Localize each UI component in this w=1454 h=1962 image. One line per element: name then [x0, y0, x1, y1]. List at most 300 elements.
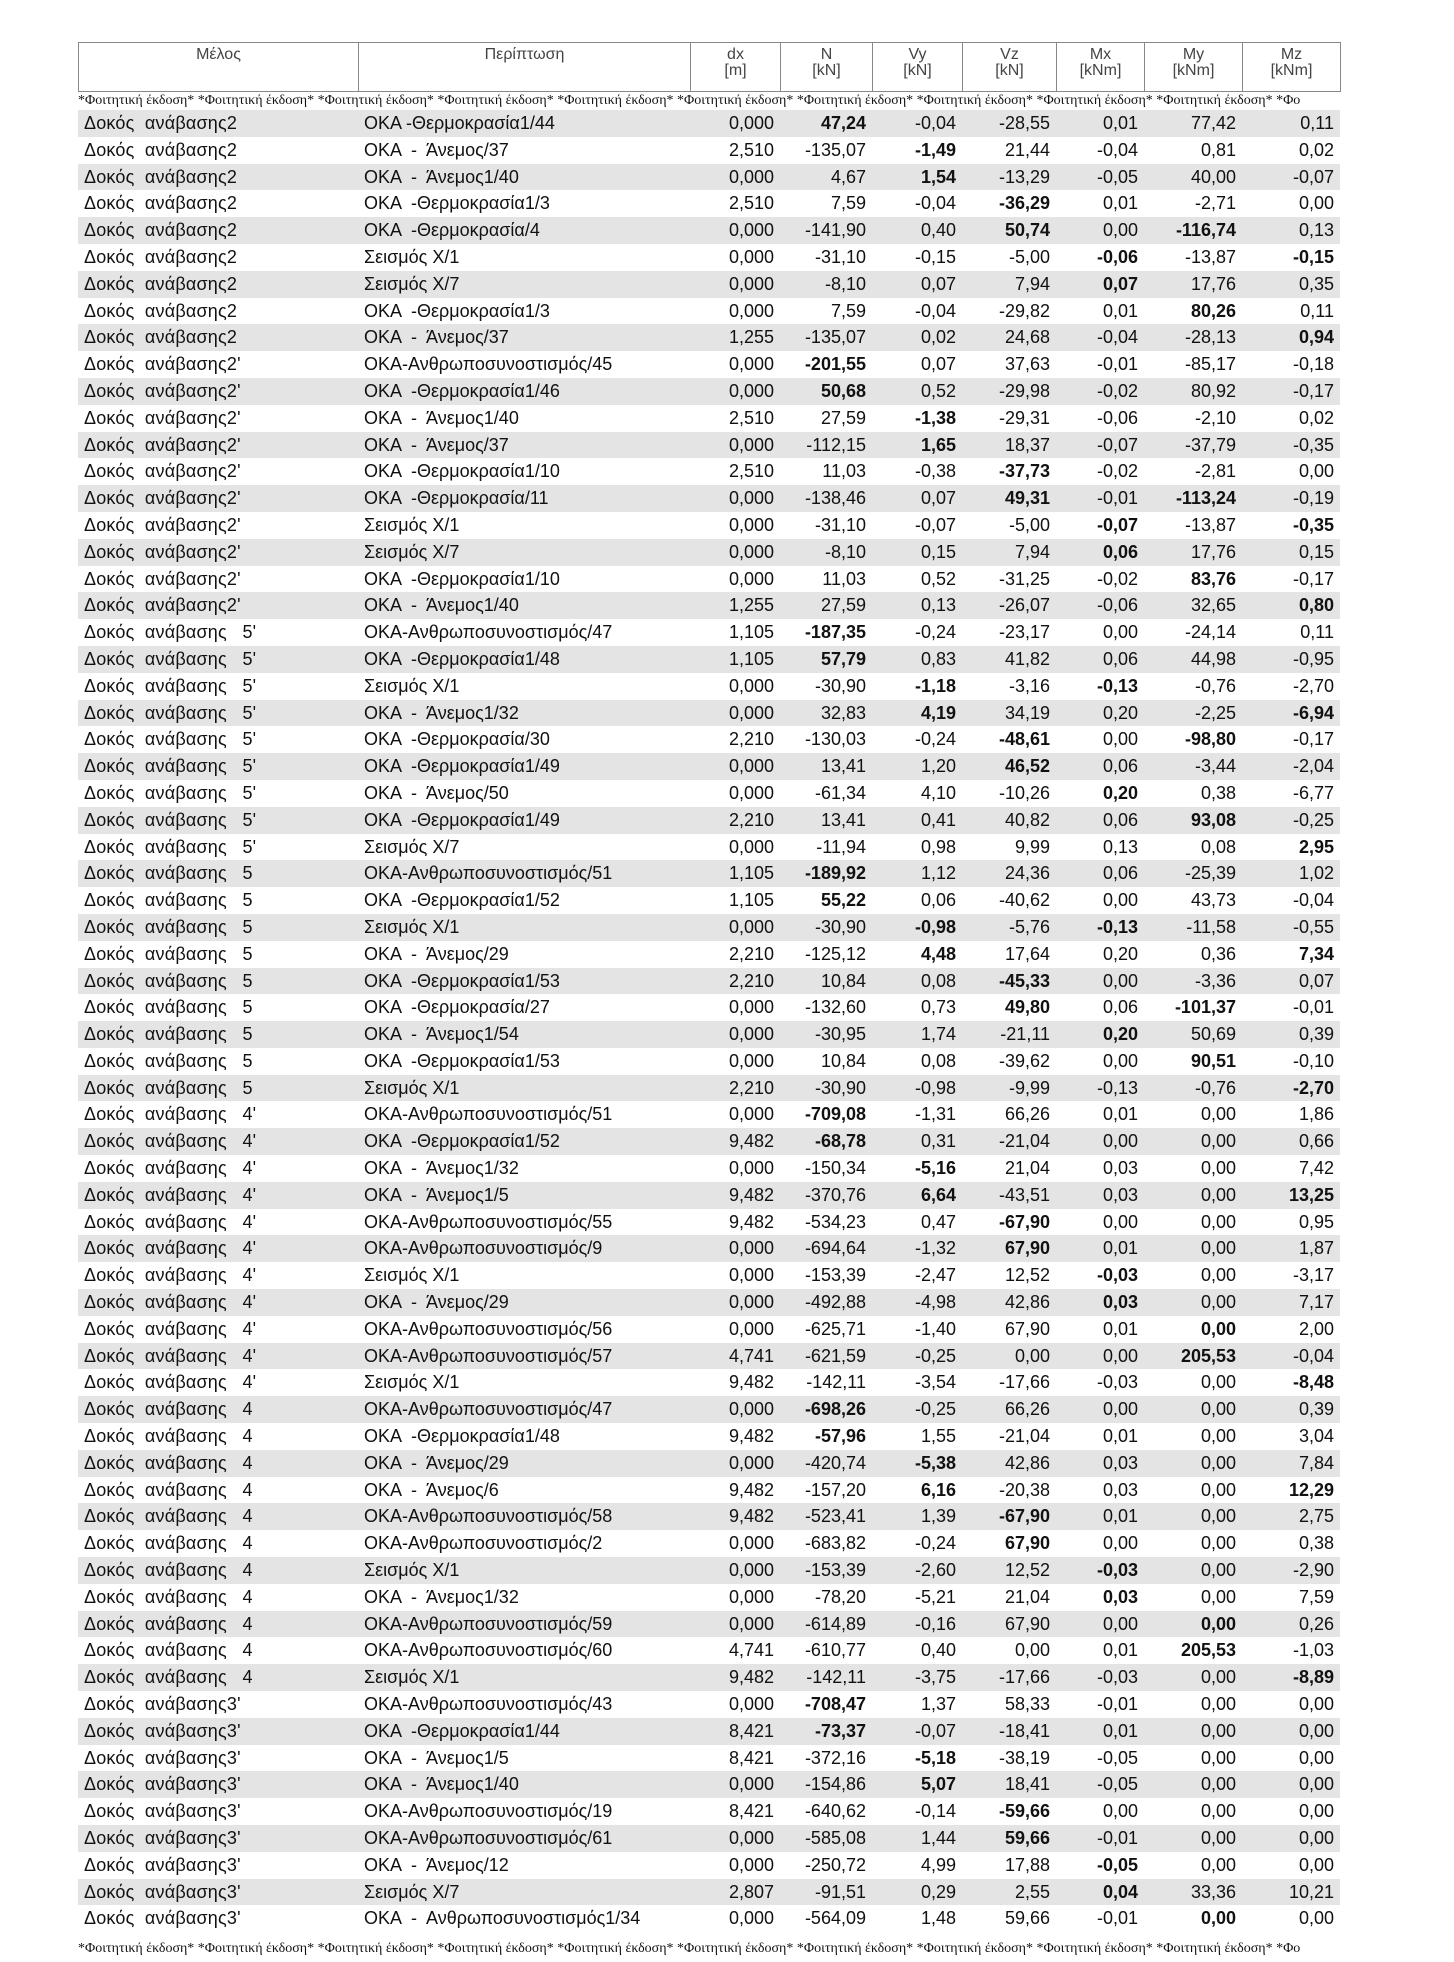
value-cell: 0,01	[1056, 1235, 1144, 1262]
value-cell: 2,210	[690, 807, 780, 834]
value-cell: -523,41	[780, 1503, 872, 1530]
table-row	[78, 1745, 1340, 1772]
table-row	[78, 1021, 1340, 1048]
member-cell: Δοκός ανάβασης 4	[78, 1530, 358, 1557]
value-cell: -30,90	[780, 673, 872, 700]
value-cell: -2,47	[872, 1262, 962, 1289]
value-cell: 0,00	[1144, 1262, 1242, 1289]
value-cell: 0,00	[1056, 887, 1144, 914]
value-cell: 2,75	[1242, 1503, 1340, 1530]
value-cell: 41,82	[962, 646, 1056, 673]
value-cell: -68,78	[780, 1128, 872, 1155]
value-cell: 0,00	[1144, 1477, 1242, 1504]
value-cell: 50,74	[962, 217, 1056, 244]
value-cell: 0,01	[1056, 1423, 1144, 1450]
table-row	[78, 1852, 1340, 1879]
case-cell: ΟΚΑ-Ανθρωποσυνοστισμός/60	[358, 1637, 690, 1664]
value-cell: -101,37	[1144, 994, 1242, 1021]
value-cell: -1,49	[872, 137, 962, 164]
value-cell: 1,74	[872, 1021, 962, 1048]
value-cell: -0,17	[1242, 378, 1340, 405]
value-cell: 66,26	[962, 1101, 1056, 1128]
value-cell: 0,000	[690, 351, 780, 378]
value-cell: -0,04	[872, 110, 962, 137]
value-cell: 4,99	[872, 1852, 962, 1879]
table-row	[78, 700, 1340, 727]
value-cell: -154,86	[780, 1771, 872, 1798]
column-header-unit: [kNm]	[1172, 62, 1215, 79]
value-cell: -30,95	[780, 1021, 872, 1048]
value-cell: 66,26	[962, 1396, 1056, 1423]
case-cell: ΟΚΑ - Άνεμος1/40	[358, 592, 690, 619]
value-cell: 0,00	[1144, 1128, 1242, 1155]
value-cell: 0,52	[872, 378, 962, 405]
case-cell: ΟΚΑ-Ανθρωποσυνοστισμός/19	[358, 1798, 690, 1825]
table-row	[78, 807, 1340, 834]
value-cell: 49,80	[962, 994, 1056, 1021]
member-cell: Δοκός ανάβασης2'	[78, 485, 358, 512]
value-cell: 0,00	[1144, 1101, 1242, 1128]
value-cell: 0,00	[1242, 1718, 1340, 1745]
value-cell: 0,000	[690, 1396, 780, 1423]
value-cell: 0,00	[1144, 1798, 1242, 1825]
value-cell: 0,00	[1242, 1771, 1340, 1798]
member-cell: Δοκός ανάβασης 4'	[78, 1343, 358, 1370]
value-cell: -73,37	[780, 1718, 872, 1745]
column-header-unit: [kNm]	[1079, 62, 1122, 79]
case-cell: ΟΚΑ -Θερμοκρασία1/52	[358, 1128, 690, 1155]
member-cell: Δοκός ανάβασης 4'	[78, 1262, 358, 1289]
value-cell: -6,77	[1242, 780, 1340, 807]
value-cell: 0,00	[1242, 190, 1340, 217]
value-cell: -0,06	[1056, 244, 1144, 271]
value-cell: -17,66	[962, 1664, 1056, 1691]
value-cell: 0,00	[1242, 1798, 1340, 1825]
value-cell: 0,15	[1242, 539, 1340, 566]
value-cell: 0,00	[1144, 1852, 1242, 1879]
table-row	[78, 1664, 1340, 1691]
case-cell: ΟΚΑ - Άνεμος1/5	[358, 1182, 690, 1209]
value-cell: 0,47	[872, 1209, 962, 1236]
case-cell: Σεισμός X/1	[358, 1369, 690, 1396]
value-cell: 2,510	[690, 137, 780, 164]
value-cell: 0,06	[1056, 807, 1144, 834]
value-cell: 0,000	[690, 244, 780, 271]
value-cell: 0,80	[1242, 592, 1340, 619]
value-cell: 0,00	[1242, 458, 1340, 485]
value-cell: -23,17	[962, 619, 1056, 646]
case-cell: ΟΚΑ - Άνεμος1/40	[358, 405, 690, 432]
value-cell: 1,02	[1242, 860, 1340, 887]
value-cell: -534,23	[780, 1209, 872, 1236]
member-cell: Δοκός ανάβασης 4'	[78, 1289, 358, 1316]
value-cell: 0,38	[1144, 780, 1242, 807]
value-cell: 0,000	[690, 566, 780, 593]
member-cell: Δοκός ανάβασης3'	[78, 1691, 358, 1718]
case-cell: ΟΚΑ - Άνεμος/29	[358, 1450, 690, 1477]
value-cell: 12,52	[962, 1262, 1056, 1289]
value-cell: -0,03	[1056, 1664, 1144, 1691]
member-cell: Δοκός ανάβασης 4	[78, 1477, 358, 1504]
member-cell: Δοκός ανάβασης 5	[78, 914, 358, 941]
value-cell: 0,000	[690, 1289, 780, 1316]
case-cell: ΟΚΑ -Θερμοκρασία1/46	[358, 378, 690, 405]
value-cell: -25,39	[1144, 860, 1242, 887]
column-header-unit: [kNm]	[1270, 62, 1313, 79]
value-cell: -91,51	[780, 1879, 872, 1906]
member-cell: Δοκός ανάβασης2	[78, 190, 358, 217]
value-cell: 0,08	[1144, 834, 1242, 861]
value-cell: -698,26	[780, 1396, 872, 1423]
value-cell: -2,60	[872, 1557, 962, 1584]
value-cell: -1,31	[872, 1101, 962, 1128]
value-cell: -0,15	[1242, 244, 1340, 271]
column-header-unit: [kN]	[903, 62, 932, 79]
value-cell: 0,29	[872, 1879, 962, 1906]
value-cell: -18,41	[962, 1718, 1056, 1745]
value-cell: -28,13	[1144, 324, 1242, 351]
value-cell: 4,741	[690, 1637, 780, 1664]
case-cell: ΟΚΑ - Άνεμος1/32	[358, 1584, 690, 1611]
value-cell: -0,05	[1056, 164, 1144, 191]
value-cell: 205,53	[1144, 1637, 1242, 1664]
value-cell: 0,00	[1144, 1771, 1242, 1798]
table-row	[78, 1235, 1340, 1262]
value-cell: -17,66	[962, 1369, 1056, 1396]
value-cell: 0,08	[872, 1048, 962, 1075]
value-cell: -59,66	[962, 1798, 1056, 1825]
value-cell: -0,04	[1242, 887, 1340, 914]
value-cell: 0,00	[1056, 968, 1144, 995]
table-row	[78, 298, 1340, 325]
value-cell: 0,40	[872, 217, 962, 244]
value-cell: -0,35	[1242, 512, 1340, 539]
case-cell: Σεισμός X/7	[358, 1879, 690, 1906]
watermark-strip-top: *Φοιτητική έκδοση* *Φοιτητική έκδοση* *Φοιτητική έκδοση* *Φοιτητική έκδοση* *Φοιτητική έκδοση* *Φοιτητική έκδοση* *Φοιτητική έκδοση* *Φοιτητική έκδοση* *Φοιτητική έκδοση* *Φοιτητική έκδοση* *Φο	[78, 93, 1301, 108]
value-cell: 27,59	[780, 592, 872, 619]
member-cell: Δοκός ανάβασης 5'	[78, 780, 358, 807]
value-cell: 58,33	[962, 1691, 1056, 1718]
value-cell: 2,55	[962, 1879, 1056, 1906]
value-cell: 2,210	[690, 1075, 780, 1102]
table-row	[78, 1611, 1340, 1638]
case-cell: ΟΚΑ-Ανθρωποσυνοστισμός/47	[358, 619, 690, 646]
table-row	[78, 566, 1340, 593]
case-cell: ΟΚΑ -Θερμοκρασία1/3	[358, 190, 690, 217]
case-cell: ΟΚΑ-Ανθρωποσυνοστισμός/58	[358, 1503, 690, 1530]
value-cell: 0,01	[1056, 1503, 1144, 1530]
member-cell: Δοκός ανάβασης 4'	[78, 1155, 358, 1182]
value-cell: 4,741	[690, 1343, 780, 1370]
value-cell: -0,15	[872, 244, 962, 271]
value-cell: 47,24	[780, 110, 872, 137]
column-header-label: Μέλος	[196, 46, 241, 63]
value-cell: 40,00	[1144, 164, 1242, 191]
value-cell: -2,04	[1242, 753, 1340, 780]
value-cell: 0,07	[1242, 968, 1340, 995]
table-row	[78, 1530, 1340, 1557]
value-cell: 12,52	[962, 1557, 1056, 1584]
value-cell: 55,22	[780, 887, 872, 914]
value-cell: 77,42	[1144, 110, 1242, 137]
value-cell: 1,37	[872, 1691, 962, 1718]
value-cell: 12,29	[1242, 1477, 1340, 1504]
value-cell: 32,65	[1144, 592, 1242, 619]
value-cell: 1,255	[690, 324, 780, 351]
member-cell: Δοκός ανάβασης3'	[78, 1718, 358, 1745]
member-cell: Δοκός ανάβασης 4	[78, 1557, 358, 1584]
value-cell: -45,33	[962, 968, 1056, 995]
table-row	[78, 1289, 1340, 1316]
value-cell: 0,02	[872, 324, 962, 351]
case-cell: ΟΚΑ -Θερμοκρασία/30	[358, 726, 690, 753]
value-cell: -0,18	[1242, 351, 1340, 378]
value-cell: -29,82	[962, 298, 1056, 325]
value-cell: -13,87	[1144, 244, 1242, 271]
value-cell: 17,76	[1144, 539, 1242, 566]
table-row	[78, 1075, 1340, 1102]
value-cell: 0,15	[872, 539, 962, 566]
value-cell: -0,55	[1242, 914, 1340, 941]
results-sheet	[78, 42, 1340, 1932]
member-cell: Δοκός ανάβασης 4	[78, 1611, 358, 1638]
table-row	[78, 753, 1340, 780]
value-cell: -564,09	[780, 1905, 872, 1932]
value-cell: -0,95	[1242, 646, 1340, 673]
value-cell: -2,70	[1242, 673, 1340, 700]
value-cell: 0,000	[690, 753, 780, 780]
value-cell: -189,92	[780, 860, 872, 887]
case-cell: ΟΚΑ-Ανθρωποσυνοστισμός/61	[358, 1825, 690, 1852]
member-cell: Δοκός ανάβασης2	[78, 217, 358, 244]
value-cell: -0,04	[872, 298, 962, 325]
value-cell: 67,90	[962, 1316, 1056, 1343]
value-cell: 2,510	[690, 405, 780, 432]
value-cell: 9,482	[690, 1209, 780, 1236]
value-cell: 0,000	[690, 1021, 780, 1048]
table-row	[78, 1718, 1340, 1745]
value-cell: -0,25	[1242, 807, 1340, 834]
value-cell: -37,79	[1144, 432, 1242, 459]
table-row	[78, 1262, 1340, 1289]
value-cell: -28,55	[962, 110, 1056, 137]
value-cell: 18,41	[962, 1771, 1056, 1798]
value-cell: 0,98	[872, 834, 962, 861]
value-cell: -116,74	[1144, 217, 1242, 244]
value-cell: 80,92	[1144, 378, 1242, 405]
value-cell: -78,20	[780, 1584, 872, 1611]
value-cell: 0,01	[1056, 1101, 1144, 1128]
value-cell: -135,07	[780, 137, 872, 164]
table-row	[78, 592, 1340, 619]
value-cell: 0,000	[690, 432, 780, 459]
column-header-unit: [kN]	[995, 62, 1024, 79]
value-cell: 17,88	[962, 1852, 1056, 1879]
value-cell: -0,06	[1056, 592, 1144, 619]
table-row	[78, 1557, 1340, 1584]
case-cell: ΟΚΑ-Ανθρωποσυνοστισμός/2	[358, 1530, 690, 1557]
member-cell: Δοκός ανάβασης3'	[78, 1825, 358, 1852]
value-cell: -5,38	[872, 1450, 962, 1477]
value-cell: -3,44	[1144, 753, 1242, 780]
value-cell: 2,00	[1242, 1316, 1340, 1343]
value-cell: 0,000	[690, 834, 780, 861]
value-cell: 18,37	[962, 432, 1056, 459]
value-cell: -0,01	[1056, 1825, 1144, 1852]
value-cell: 0,06	[1056, 646, 1144, 673]
value-cell: 0,000	[690, 1825, 780, 1852]
value-cell: 0,01	[1056, 1316, 1144, 1343]
case-cell: ΟΚΑ - Άνεμος/29	[358, 1289, 690, 1316]
value-cell: -11,58	[1144, 914, 1242, 941]
member-forces-table-body	[78, 110, 1340, 1932]
value-cell: -0,05	[1056, 1771, 1144, 1798]
value-cell: 9,482	[690, 1477, 780, 1504]
member-cell: Δοκός ανάβασης 4'	[78, 1316, 358, 1343]
member-cell: Δοκός ανάβασης 4'	[78, 1209, 358, 1236]
table-row	[78, 780, 1340, 807]
value-cell: 42,86	[962, 1289, 1056, 1316]
column-header	[1145, 43, 1243, 92]
value-cell: 0,00	[1144, 1316, 1242, 1343]
column-header-label: Mx	[1089, 46, 1112, 63]
member-cell: Δοκός ανάβασης 4'	[78, 1235, 358, 1262]
value-cell: 10,84	[780, 1048, 872, 1075]
value-cell: -0,04	[1056, 324, 1144, 351]
value-cell: 10,21	[1242, 1879, 1340, 1906]
value-cell: 42,86	[962, 1450, 1056, 1477]
value-cell: 21,04	[962, 1584, 1056, 1611]
member-cell: Δοκός ανάβασης 5	[78, 887, 358, 914]
value-cell: 90,51	[1144, 1048, 1242, 1075]
column-header-label: dx	[727, 46, 744, 63]
table-row	[78, 217, 1340, 244]
value-cell: 9,482	[690, 1503, 780, 1530]
value-cell: 0,07	[872, 271, 962, 298]
member-cell: Δοκός ανάβασης2	[78, 110, 358, 137]
value-cell: -29,98	[962, 378, 1056, 405]
value-cell: 0,73	[872, 994, 962, 1021]
value-cell: 0,000	[690, 1450, 780, 1477]
member-cell: Δοκός ανάβασης3'	[78, 1798, 358, 1825]
value-cell: 44,98	[1144, 646, 1242, 673]
value-cell: 0,000	[690, 1691, 780, 1718]
value-cell: -0,01	[1242, 994, 1340, 1021]
table-body	[78, 110, 1340, 1932]
value-cell: 0,39	[1242, 1021, 1340, 1048]
value-cell: -708,47	[780, 1691, 872, 1718]
table-row	[78, 1503, 1340, 1530]
value-cell: -31,25	[962, 566, 1056, 593]
value-cell: 7,17	[1242, 1289, 1340, 1316]
table-row	[78, 887, 1340, 914]
value-cell: -125,12	[780, 941, 872, 968]
member-cell: Δοκός ανάβασης2'	[78, 458, 358, 485]
table-row	[78, 646, 1340, 673]
value-cell: 7,59	[780, 190, 872, 217]
table-row	[78, 324, 1340, 351]
watermark-strip-bottom: *Φοιτητική έκδοση* *Φοιτητική έκδοση* *Φοιτητική έκδοση* *Φοιτητική έκδοση* *Φοιτητική έκδοση* *Φοιτητική έκδοση* *Φοιτητική έκδοση* *Φοιτητική έκδοση* *Φοιτητική έκδοση* *Φοιτητική έκδοση* *Φο	[78, 1941, 1301, 1956]
value-cell: 0,41	[872, 807, 962, 834]
value-cell: 0,00	[1144, 1718, 1242, 1745]
value-cell: -0,17	[1242, 726, 1340, 753]
case-cell: ΟΚΑ - Άνεμος/12	[358, 1852, 690, 1879]
value-cell: -11,94	[780, 834, 872, 861]
value-cell: -8,10	[780, 271, 872, 298]
value-cell: 0,00	[1056, 1530, 1144, 1557]
value-cell: -0,07	[1056, 432, 1144, 459]
value-cell: -492,88	[780, 1289, 872, 1316]
value-cell: 0,95	[1242, 1209, 1340, 1236]
table-row	[78, 164, 1340, 191]
case-cell: ΟΚΑ -Θερμοκρασία1/52	[358, 887, 690, 914]
case-cell: ΟΚΑ-Ανθρωποσυνοστισμός/51	[358, 860, 690, 887]
table-row	[78, 190, 1340, 217]
value-cell: 0,000	[690, 1048, 780, 1075]
value-cell: 0,00	[1144, 1584, 1242, 1611]
value-cell: -0,06	[1056, 405, 1144, 432]
case-cell: ΟΚΑ - Άνεμος1/32	[358, 1155, 690, 1182]
member-cell: Δοκός ανάβασης 4'	[78, 1369, 358, 1396]
column-header-label: Vz	[1000, 46, 1019, 63]
value-cell: 0,13	[1242, 217, 1340, 244]
value-cell: 0,13	[1056, 834, 1144, 861]
value-cell: 50,69	[1144, 1021, 1242, 1048]
value-cell: 1,20	[872, 753, 962, 780]
column-header	[781, 43, 873, 92]
case-cell: ΟΚΑ -Θερμοκρασία1/53	[358, 1048, 690, 1075]
value-cell: -30,90	[780, 1075, 872, 1102]
case-cell: ΟΚΑ -Θερμοκρασία1/10	[358, 566, 690, 593]
value-cell: -67,90	[962, 1503, 1056, 1530]
value-cell: -5,00	[962, 512, 1056, 539]
value-cell: -24,14	[1144, 619, 1242, 646]
table-row	[78, 673, 1340, 700]
value-cell: 67,90	[962, 1530, 1056, 1557]
value-cell: 24,68	[962, 324, 1056, 351]
value-cell: 11,03	[780, 458, 872, 485]
value-cell: -0,02	[1056, 458, 1144, 485]
column-header	[873, 43, 963, 92]
value-cell: 0,00	[1144, 1182, 1242, 1209]
value-cell: 0,00	[1144, 1825, 1242, 1852]
value-cell: 0,00	[1056, 726, 1144, 753]
case-cell: ΟΚΑ -Θερμοκρασία1/49	[358, 753, 690, 780]
value-cell: 1,65	[872, 432, 962, 459]
value-cell: 9,482	[690, 1664, 780, 1691]
column-header	[1243, 43, 1341, 92]
value-cell: -1,18	[872, 673, 962, 700]
value-cell: -0,01	[1056, 1905, 1144, 1932]
value-cell: 0,03	[1056, 1477, 1144, 1504]
case-cell: ΟΚΑ -Θερμοκρασία/11	[358, 485, 690, 512]
value-cell: 0,06	[872, 887, 962, 914]
value-cell: 8,421	[690, 1718, 780, 1745]
value-cell: 7,94	[962, 271, 1056, 298]
column-header-unit: [m]	[724, 62, 747, 79]
case-cell: ΟΚΑ - Άνεμος/6	[358, 1477, 690, 1504]
value-cell: 0,00	[1144, 1369, 1242, 1396]
table-row	[78, 244, 1340, 271]
value-cell: -3,75	[872, 1664, 962, 1691]
table-row	[78, 110, 1340, 137]
table-row	[78, 539, 1340, 566]
value-cell: -2,70	[1242, 1075, 1340, 1102]
value-cell: -0,10	[1242, 1048, 1340, 1075]
value-cell: 50,68	[780, 378, 872, 405]
value-cell: 8,421	[690, 1798, 780, 1825]
value-cell: 49,31	[962, 485, 1056, 512]
